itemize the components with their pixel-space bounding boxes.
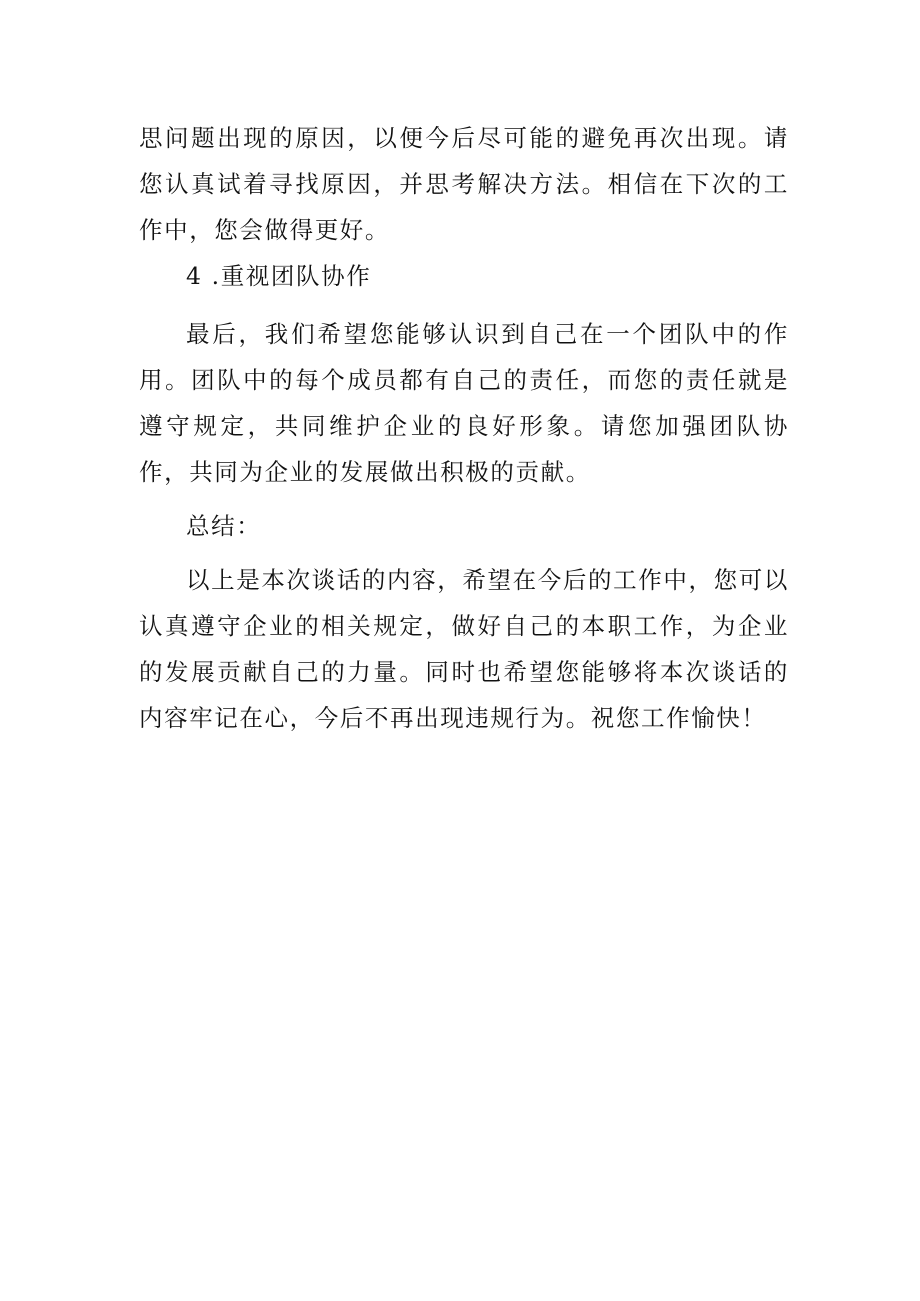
paragraph-reflection: 思问题出现的原因，以便今后尽可能的避免再次出现。请您认真试着寻找原因，并思考解决方法。相信在下次的工作中，您会做得更好。 [139, 124, 789, 244]
document-body [139, 115, 789, 741]
summary-label: 总结： [186, 512, 262, 540]
section-heading-teamwork: 4 .重视团队协作 [186, 262, 372, 290]
paragraph-summary: 以上是本次谈话的内容，希望在今后的工作中，您可以认真遵守企业的相关规定，做好自己的本职工作，为企业的发展贡献自己的力量。同时也希望您能够将本次谈话的内容牢记在心，今后不再出现违规行为。祝您工作愉快！ [139, 566, 789, 732]
paragraph-teamwork: 最后，我们希望您能够认识到自己在一个团队中的作用。团队中的每个成员都有自己的责任，而您的责任就是遵守规定，共同维护企业的良好形象。请您加强团队协作，共同为企业的发展做出积极的贡献。 [139, 320, 789, 486]
